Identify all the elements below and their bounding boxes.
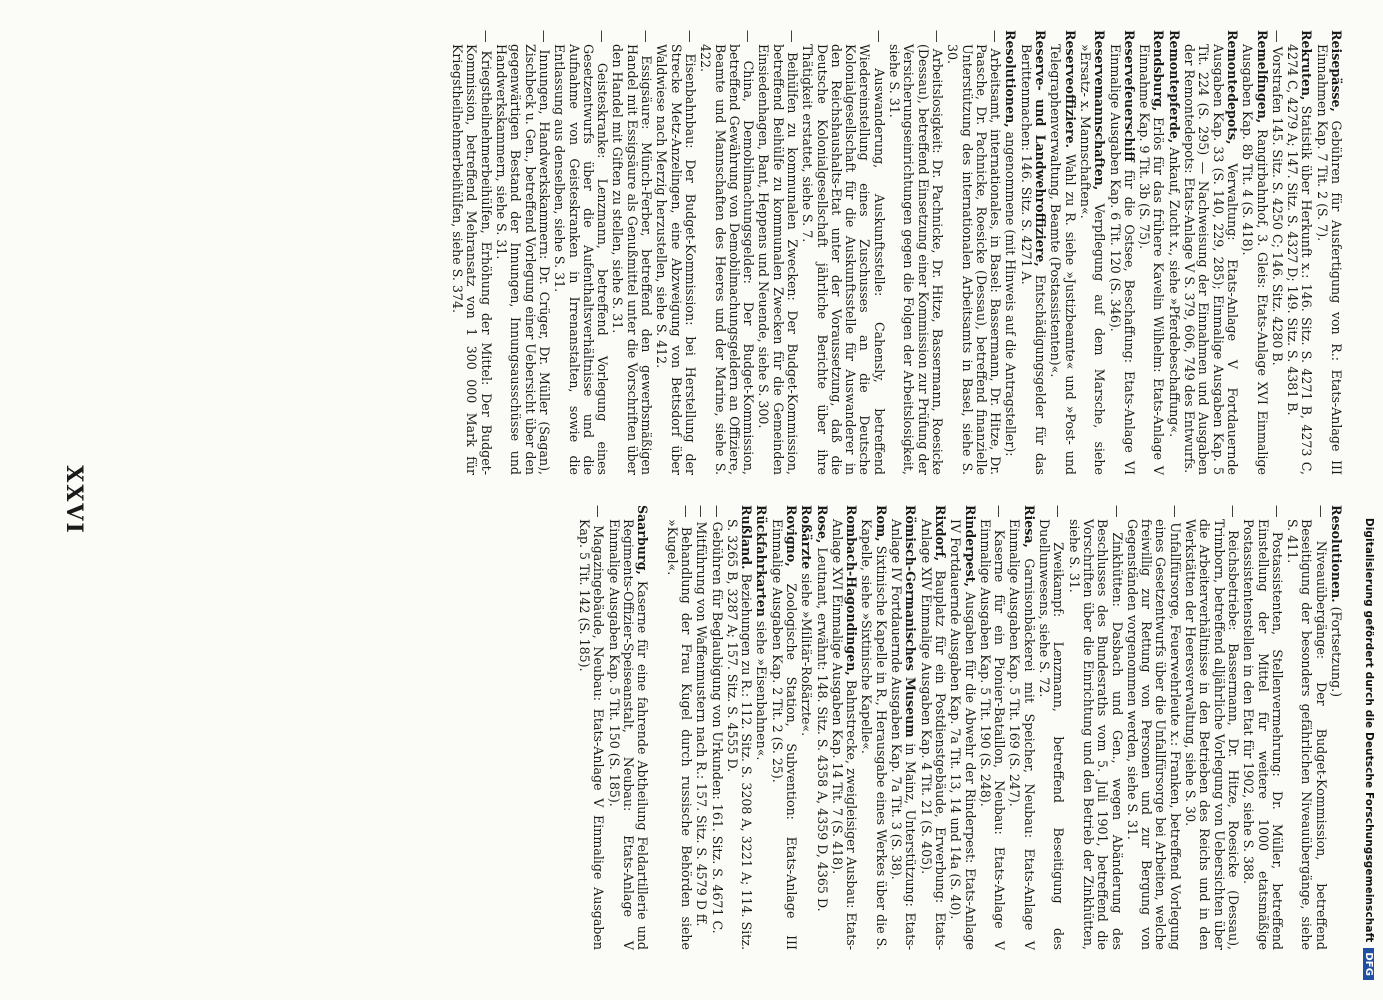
index-entry (1285, 30, 1314, 475)
index-entry (1007, 505, 1036, 950)
entry-text: — Arbeitslosigkeit: Dr. Pachnicke, Dr. Hitze, Bassermann, Roesicke (Dessau), betreffend Einsetzung einer Kommission zur Prüfung der Versicherungseinrichtungen gegen die Folgen der Arbeitslosigkeit, siehe S. 31. (887, 30, 945, 475)
index-entry (1241, 505, 1284, 950)
entry-text: — Eisenbahnbau: Der Budget-Kommission: bei Herstellung der Strecke Metz-Anzelingen, eine Abzweigung von Bettsdorf über Waldwiese nach Merzig herzustellen, siehe S. 412. (654, 30, 698, 475)
entry-heading: Rombach-Hagondingen, (844, 505, 860, 676)
index-entry (577, 505, 606, 950)
entry-heading: Remontepferde, (1166, 30, 1182, 144)
index-entry (800, 30, 886, 475)
index-entry (887, 30, 944, 475)
entry-text: — Kriegstheilnehmerbeihülfen, Erhöhung der Mittel: Der Budget-Kommission, betreffend Mehransatz von 1 300 000 Mark für Kriegstheilnehmerbeihülfen, siehe S. 374. (450, 30, 494, 475)
index-entry (1137, 30, 1166, 475)
entry-heading: Rom, (873, 505, 889, 542)
entry-text: — Zweikampf: Lenzmann, betreffend Beseitigung des Duellunwesens, siehe S. 72. (1037, 505, 1067, 950)
entry-text: Zoologische Station, Subvention: Etats-Anlage III Einmalige Ausgaben Kap. 2 Tit. 2 (S. 25). (769, 519, 800, 950)
index-entry (889, 505, 918, 950)
entry-text: Statistik über Herkunft x.: 146. Sitz. S. 4271 B, 4273 C, 4274 C, 4279 A; 147. Sitz. S. 4327 D; 149. Sitz. S. 4381 B. (1285, 44, 1315, 475)
entry-text: Bauplatz für ein Postdienstgebäude, Erwerbung: Etats-Anlage XIV Einmalige Ausgaben Kap. 4 Tit. 21 (S. 405). (918, 519, 948, 950)
entry-text: siehe »Eisenbahnen«. (754, 616, 770, 761)
entry-text: — Gebühren für Beglaubigung von Urkunden: 161. Sitz. S. 4671 C. (709, 505, 725, 934)
index-entry (918, 505, 947, 950)
index-entry (450, 30, 493, 475)
index-entry (814, 505, 828, 950)
entry-heading: Reservemannschaften, (1092, 30, 1108, 191)
entry-text: — Zinkhütten: Dasbach und Gen., wegen Abänderung des Beschlusses des Bundesraths vom 5. Juli 1901, betreffend die Vorschriften über die Einrichtung und den Betrieb der Zinkhütten, siehe S. 31. (1066, 505, 1125, 950)
entry-text: Sixtinische Kapelle in R., Herausgabe eines Werkes über die S. Kapelle, siehe »Sixtinische Kapelle«. (859, 519, 889, 950)
page-number: XXVI (61, 465, 87, 535)
index-entry (1183, 505, 1240, 950)
entry-heading: Rußland. (739, 505, 755, 570)
entry-text: Beziehungen zu R.: 112. Sitz. S. 3208 A, 3221 A; 114. Sitz. S. 3265 B, 3287 A; 157. Sitz. S. 4555 D. (724, 519, 755, 950)
entry-text: Ausgaben für die Abwehr der Rinderpest: Etats-Anlage IV Fortdauernde Ausgaben Kap. 7a Tit. 13, 14 und 14a (S. 40). (948, 519, 978, 950)
entry-text: Rangirbahnhof, 3. Gleis: Etats-Anlage XVI Einmalige Ausgaben Kap. 8b Tit. 4 (S. 418). (1240, 44, 1270, 475)
index-entry (1003, 30, 1017, 475)
index-entry (756, 30, 799, 475)
index-entry (1018, 30, 1047, 475)
entry-text: — Behandlung der Frau Kugel durch russische Behörden siehe »Kugel«. (664, 505, 694, 950)
entry-text: — Essigsäure: Münch-Ferber, betreffend den gewerbsmäßigen Handel mit Essigsäure als Genußmittel unter die Vorschriften über den Handel mit Giften zu stellen, siehe S. 31. (610, 30, 655, 475)
index-entry (830, 505, 859, 950)
entry-text: — China, Demobilmachungsgelder: Der Budget-Kommission, betreffend Gewährung von Demobilmachungsgeldern an Offiziere, Beamte und Mannschaften des Heeres und der Marine, siehe S. 422. (698, 30, 757, 475)
entry-text: — Reichsbetriebe: Bassermann, Dr. Hitze, Roesicke (Dessau), Trimborn, betreffend alljährliche Vorlegung von Uebersichten über die Arbeiterverhältnisse in den Betrieben des Reichs und in den Werkstätten der Heeresverwaltung, siehe S. 30. (1183, 505, 1241, 950)
index-entry (1107, 30, 1136, 475)
entry-heading: Rose, (814, 505, 830, 544)
entry-heading: Römisch-Germanisches Museum (903, 505, 919, 738)
entry-text: in Mainz, Unterstützung: Etats-Anlage IV Fortdauernde Ausgaben Kap. 7a Tit. 3 (S. 38). (889, 519, 919, 950)
entry-text: Gebühren für Ausfertigung von R.: Etats-Anlage III Einnahmen Kap. 7 Tit. 2 (S. 7). (1314, 44, 1344, 475)
entry-heading: Reserve- und Landwehroffiziere, (1033, 30, 1049, 267)
index-entry (978, 505, 1007, 950)
index-entry (664, 505, 693, 950)
entry-text: Erlös für das frühere Kavelin Wilhelm: Etats-Anlage V Einnahme Kap. 9 Tit. 3b (S. 75). (1137, 44, 1167, 475)
entry-text: Leutnant, erwähnt: 148. Sitz. S. 4358 A, 4359 D, 4365 D. (814, 543, 830, 912)
entry-text: (Fortsetzung.) (1329, 602, 1344, 698)
index-entry (1066, 505, 1123, 950)
entry-text: — Niveauübergänge: Der Budget-Kommission, betreffend Beseitigung der besonders gefährlichen Niveauübergänge, siehe S. 411. (1285, 505, 1329, 950)
entry-text: — Beihülfen zu kommunalen Zwecken: Der Budget-Kommission, betreffend Beihülfe zu kommunalen Zwecken für die Gemeinden Einsiedenhagen, Bant, Heppens und Neuende, siehe S. 300. (756, 30, 801, 475)
index-entry (494, 30, 551, 475)
index-entry (1240, 30, 1269, 475)
index-entry (859, 505, 888, 950)
entry-text: — Mitführung von Waffenmustern nach R.: 157. Sitz. S. 4579 D ff. (694, 505, 710, 927)
right-column (576, 505, 1343, 950)
entry-text: Verwaltung: Etats-Anlage V Fortdauernde Ausgaben Kap. 33 (S. 140, 229, 285); Einmalige Ausgaben Kap. 5 Tit. 224 (S. 295) — Nachweisung der Einnahmen und Ausgaben der Remontedepots: Etats-Anlage V S. 379, 606, 749 des Entwurfs. (1182, 44, 1240, 475)
entry-text: — Kaserne für ein Pionier-Bataillon, Neubau: Etats-Anlage V Einmalige Ausgaben Kap. 5 Tit. 190 (S. 248). (977, 505, 1008, 950)
entry-text: — Auswanderung, Auskunftsstelle: Cahensly, betreffend Wiedereinstellung eines Zuschusses an die Deutsche Kolonialgesellschaft für die Auskunftsstelle für Auswanderer in den Reichshaushalts-Etat unter der Voraussetzung, daß die Deutsche Kolonialgesellschaft jährliche Berichte über ihre Thätigkeit erstattet, siehe S. 7. (800, 30, 887, 475)
index-entry (1125, 505, 1182, 950)
entry-heading: Rixdorf, (932, 505, 948, 562)
index-entry (1182, 30, 1239, 475)
credit-text: Digitalisierung gefördert durch die Deutsche Forschungsgemeinschaft (1363, 517, 1375, 943)
entry-heading: Riesa, (1021, 505, 1037, 548)
entry-heading: Reisepässe, (1329, 30, 1344, 112)
index-entry (1314, 30, 1343, 475)
entry-text: siehe »Militär-Roßärzte«. (799, 569, 815, 737)
entry-text: Verpflegung auf dem Marsche, siehe »Ersatz- x. Mannschaften«. (1077, 44, 1108, 475)
entry-text: angenommene (mit Hinweis auf die Antragsteller): (1003, 127, 1019, 457)
dfg-logo: DFG (1363, 948, 1374, 980)
index-entry (709, 505, 723, 950)
entry-heading: Remelfingen, (1254, 30, 1270, 124)
credit-line (1363, 40, 1375, 980)
entry-text: — Arbeitsamt, internationales, in Basel: Bassermann, Dr. Hitze, Dr. Paasche, Dr. Pachnicke, Roesicke (Dessau), betreffend finanzielle Unterstützung des internationalen Arbeitsamts in Basel, siehe S. 30. (945, 30, 1004, 475)
index-entry (610, 30, 653, 475)
entry-text: Wahl zu R. siehe »Justizbeamte« und »Post- und Telegraphenverwaltung, Beamte (Postassistenten)«. (1048, 44, 1078, 475)
left-column (449, 30, 1343, 475)
entry-text: — Vorstrafen 145. Sitz. S. 4250 C; 146. Sitz. 4280 B. (1269, 30, 1285, 366)
entry-heading: Rovigno, (784, 505, 800, 567)
index-entry (725, 505, 754, 950)
index-entry (698, 30, 755, 475)
entry-heading: Rückfahrkarten (754, 505, 770, 617)
entry-text: für die Ostsee, Beschaffung: Etats-Anlage VI Einmalige Ausgaben Kap. 6 Tit. 120 (S. 346). (1107, 44, 1137, 475)
index-entry (1329, 505, 1343, 950)
entry-text: Ankauf, Zucht x., siehe »Pferdebeschaffung«. (1166, 143, 1182, 438)
index-entry (769, 505, 798, 950)
index-entry (1037, 505, 1066, 950)
index-entry (654, 30, 697, 475)
entry-heading: Rekruten, (1299, 30, 1315, 101)
entry-text: Bahnstrecke, zweigleisiger Ausbau: Etats-Anlage XVI Einmalige Ausgaben Kap. 14 Tit. 7 (S. 418). (829, 519, 860, 950)
index-entry (1078, 30, 1107, 475)
entry-heading: Rinderpest, (962, 505, 978, 587)
index-entry (552, 30, 609, 475)
entry-text: Garnisonbäckerei mit Speicher, Neubau: Etats-Anlage V Einmalige Ausgaben Kap. 5 Tit. 169 (S. 247). (1007, 519, 1037, 950)
index-entry (948, 505, 977, 950)
entry-gap (649, 505, 663, 950)
index-entry (1048, 30, 1077, 475)
entry-text: Entschädigungsgelder für das Berittenmachen: 146. Sitz. S. 4271 A. (1018, 44, 1049, 475)
index-entry (1166, 30, 1180, 475)
entry-heading: Saarburg, (635, 505, 651, 575)
entry-text: — Geisteskranke: Lenzmann, betreffend Vorlegung eines Gesetzentwurfs über die Aufenthaltsverhältnisse und die Aufnahme von Geisteskranken in Irrenanstalten, sowie die Entlassung aus denselben, siehe S. 31. (552, 30, 611, 475)
entry-text: — Innungen, Handwerkskammern: Dr. Crüger, Dr. Müller (Sagan), Zischbeck u. Gen., betreffend Vorlegung einer Uebersicht über den gegenwärtigen Bestand der Innungen, Innungsausschüsse und Handwerkskammern, siehe S. 31. (494, 30, 552, 476)
entry-heading: Roßärzte (799, 505, 815, 570)
index-entry (1270, 30, 1284, 475)
entry-text: Kaserne für eine fahrende Abtheilung Feldartillerie und Regiments-Offizier-Speiseanstalt, Neubau: Etats-Anlage V Einmalige Ausgaben Kap. 5 Tit. 150 (S. 185). (606, 519, 651, 950)
index-entry (1285, 505, 1328, 950)
entry-text: — Magazingebäude, Neubau: Etats-Anlage V Einmalige Ausgaben Kap. 5 Tit. 142 (S. 185). (577, 505, 607, 950)
entry-text: — Unfallfürsorge, Feuerwehrleute x.: Franken, betreffend Vorlegung eines Gesetzentwurfs über die Unfallfürsorge bei Arbeiten, welche freiwillig zur Rettung von Personen und zur Bergung von Gegenständen vorgenommen werden, siehe S. 31. (1124, 505, 1183, 950)
index-entry (945, 30, 1002, 475)
entry-heading: Reservefeuerschiff (1121, 30, 1137, 162)
index-entry (694, 505, 708, 950)
entry-heading: Reserveoffiziere. (1062, 30, 1078, 149)
entry-heading: Remontedepots, (1224, 30, 1240, 145)
entry-text: — Postassistenten, Stellenvermehrung: Dr. Müller, betreffend Einstellung der Mittel für weitere 1000 etatsmäßige Postassistentenstellen in den Etat für 1902, siehe S. 388. (1241, 505, 1285, 950)
entry-heading: Resolutionen. (1329, 505, 1344, 603)
index-entry (799, 505, 813, 950)
entry-heading: Rendsburg, (1151, 30, 1167, 112)
index-entry (606, 505, 649, 950)
entry-heading: Resolutionen, (1003, 30, 1019, 128)
index-entry (754, 505, 768, 950)
